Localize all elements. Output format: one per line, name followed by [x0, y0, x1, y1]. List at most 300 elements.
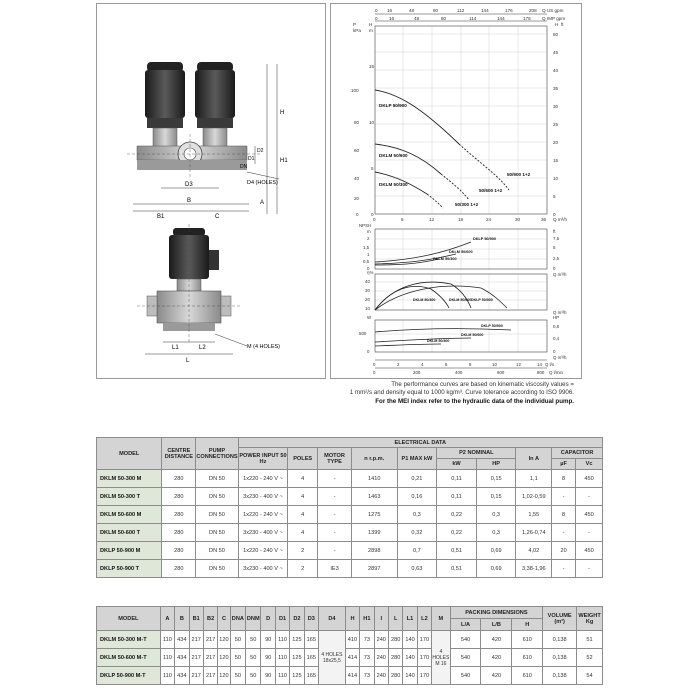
- m-tick-10: 10: [369, 120, 375, 125]
- npsh-tick-0: 0: [367, 266, 370, 271]
- col-dim-b2: B2: [203, 607, 217, 631]
- eff-tick-40: 40: [365, 279, 370, 284]
- dim-l2: L2: [199, 345, 206, 351]
- table-cell: 540: [450, 649, 481, 667]
- x-tick-6: 6: [401, 217, 404, 222]
- ls-tick-10: 10: [492, 362, 497, 367]
- table-cell: 73: [360, 649, 374, 667]
- dim-h1: H1: [280, 158, 288, 164]
- ft-unit: ft: [561, 22, 564, 27]
- eff-label-600: DKLM 50/600: [449, 298, 472, 302]
- model-cell: DKLM 50-600 T: [97, 524, 162, 542]
- imp-tick-2: 48: [414, 16, 420, 21]
- npsh-ft-unit: ft: [553, 229, 556, 234]
- table-cell: 217: [203, 667, 217, 685]
- electrical-row: [97, 542, 603, 560]
- col-pack-lb: L/B: [481, 619, 512, 631]
- col-dim-d2: D2: [290, 607, 304, 631]
- ft-tick-40: 40: [553, 68, 559, 73]
- table-cell: 410: [345, 631, 359, 649]
- table-cell: 90: [261, 631, 275, 649]
- col-cap-vc: Vc: [576, 459, 603, 470]
- col-dim-d3: D3: [304, 607, 318, 631]
- table-cell: 414: [345, 649, 359, 667]
- ls-tick-6: 6: [445, 362, 448, 367]
- table-cell: 0,69: [476, 542, 516, 560]
- table-cell: 0,3: [476, 506, 516, 524]
- npsh-label-600: DKLM 50/600: [449, 250, 473, 254]
- m-tick-0: 0: [371, 212, 374, 217]
- table-cell: 434: [175, 667, 189, 685]
- npsh-ft-75: 7,5: [553, 236, 560, 241]
- imp-tick-6: 176: [523, 16, 531, 21]
- table-cell: -: [576, 560, 603, 578]
- npsh-ft-5: 5: [553, 245, 556, 250]
- ft-tick-5: 5: [553, 194, 556, 199]
- table-cell: 50: [246, 667, 261, 685]
- eff-tick-20: 20: [365, 297, 370, 302]
- gpm-tick-2: 48: [409, 8, 415, 13]
- curve-label-dklm-300: DKLM 50/300: [379, 182, 408, 187]
- table-cell: 280: [388, 631, 402, 649]
- gpm-tick-7: 208: [529, 8, 537, 13]
- ft-tick-0: 0: [553, 212, 556, 217]
- ls-tick-2: 2: [397, 362, 400, 367]
- table-cell: 120: [218, 667, 230, 685]
- table-cell: 0,7: [397, 542, 437, 560]
- table-cell: 1x220 - 240 V ~: [238, 470, 288, 488]
- d4-holes-cell: 4 HOLES 18x25,5: [319, 631, 346, 685]
- imp-tick-1: 16: [389, 16, 395, 21]
- table-cell: 52: [577, 649, 603, 667]
- table-cell: 1463: [351, 488, 397, 506]
- table-cell: 50: [246, 649, 261, 667]
- table-cell: 140: [403, 631, 417, 649]
- h-unit: H: [369, 22, 373, 27]
- table-cell: 2: [288, 542, 318, 560]
- gpm-tick-5: 144: [481, 8, 489, 13]
- table-cell: 8: [552, 470, 576, 488]
- table-cell: 4,02: [516, 542, 552, 560]
- h-unit-right: H: [555, 22, 559, 27]
- table-cell: 125: [290, 649, 304, 667]
- holes-m-label: M (4 HOLES): [247, 344, 281, 350]
- model-cell: DKLM 50-600 M: [97, 506, 162, 524]
- curve-label-dklp-900: DKLP 50/900: [379, 103, 407, 108]
- dim-d1: D1: [248, 156, 255, 162]
- table-cell: 0,21: [397, 470, 437, 488]
- model-cell: DKLP 50-900 M: [97, 542, 162, 560]
- table-cell: 0,63: [397, 560, 437, 578]
- ls-axis-label: Q l/s: [545, 362, 555, 367]
- twin-motor-left: [145, 62, 185, 148]
- ls-tick-0: 0: [373, 362, 376, 367]
- ls-tick-14: 14: [537, 362, 542, 367]
- col-centre-distance: CENTRE DISTANCE: [162, 438, 196, 470]
- p-unit: P: [353, 22, 357, 27]
- table-cell: 50: [230, 631, 245, 649]
- dim-dn: DN: [240, 164, 248, 170]
- pow-hp-04: 0,4: [553, 336, 560, 341]
- gpm-tick-4: 112: [457, 8, 465, 13]
- table-cell: 73: [360, 667, 374, 685]
- table-cell: 0,138: [543, 631, 577, 649]
- table-cell: 4: [288, 488, 318, 506]
- npsh-unit: NPSH: [359, 223, 372, 228]
- table-cell: 450: [576, 542, 603, 560]
- ft-tick-35: 35: [553, 86, 559, 91]
- col-dim-l2: L2: [417, 607, 431, 631]
- table-cell: 90: [261, 649, 275, 667]
- x-tick-36: 36: [541, 217, 547, 222]
- table-cell: IE3: [318, 560, 352, 578]
- pow-tick-500: 500: [359, 331, 367, 336]
- table-cell: DN 50: [196, 470, 238, 488]
- table-cell: 165: [304, 667, 318, 685]
- electrical-data-table: [96, 437, 603, 578]
- table-cell: 420: [481, 631, 512, 649]
- table-cell: 140: [403, 649, 417, 667]
- npsh-tick-1: 1: [367, 252, 370, 257]
- table-cell: 20: [552, 542, 576, 560]
- col-dim-i: I: [374, 607, 388, 631]
- table-cell: DN 50: [196, 506, 238, 524]
- curve-label-300-12: 50/300 1+2: [455, 202, 479, 207]
- table-cell: 2: [288, 560, 318, 578]
- ft-tick-15: 15: [553, 158, 559, 163]
- table-cell: 110: [160, 649, 174, 667]
- table-cell: 0,32: [397, 524, 437, 542]
- table-cell: 110: [160, 631, 174, 649]
- dim-b1: B1: [157, 214, 165, 220]
- col-cap-uf: µF: [552, 459, 576, 470]
- table-cell: 240: [374, 649, 388, 667]
- col-dim-b1: B1: [189, 607, 203, 631]
- table-cell: 0,69: [476, 560, 516, 578]
- table-cell: DN 50: [196, 524, 238, 542]
- dim-d3: D3: [185, 182, 193, 188]
- table-cell: 610: [512, 667, 543, 685]
- kpa-tick-40: 40: [354, 176, 360, 181]
- dimensions-header-row: [97, 607, 603, 619]
- model-cell: DKLM 50-300 M: [97, 470, 162, 488]
- imp-tick-3: 80: [441, 16, 447, 21]
- pow-x-label: Q m³/h: [553, 355, 567, 360]
- table-cell: DN 50: [196, 542, 238, 560]
- lmin-axis-label: Q l/min: [549, 370, 563, 375]
- table-cell: 1,1: [516, 470, 552, 488]
- table-cell: DN 50: [196, 560, 238, 578]
- gpm-tick-3: 80: [433, 8, 439, 13]
- x-axis-label: Q m³/h: [553, 217, 568, 222]
- col-model: MODEL: [97, 438, 162, 470]
- table-cell: 540: [450, 667, 481, 685]
- gpm-axis-label: Q US gpm: [542, 8, 564, 13]
- lmin-tick-0: 0: [373, 370, 376, 375]
- lmin-tick-800: 800: [537, 370, 545, 375]
- col-dim-a: A: [160, 607, 174, 631]
- performance-chart-panel: [330, 3, 582, 379]
- imp-tick-0: 0: [375, 16, 378, 21]
- x-tick-18: 18: [458, 217, 464, 222]
- table-cell: 170: [417, 631, 431, 649]
- table-cell: 0,3: [476, 524, 516, 542]
- m-holes-cell: 4 HOLES M 16: [432, 631, 451, 685]
- table-cell: -: [552, 560, 576, 578]
- dim-a: A: [260, 200, 265, 206]
- table-cell: 0,15: [476, 470, 516, 488]
- table-cell: 3x230 - 400 V ~: [238, 488, 288, 506]
- table-cell: 125: [290, 631, 304, 649]
- pow-hp-unit: HP: [553, 315, 560, 320]
- technical-drawing-panel: [96, 3, 326, 379]
- ls-tick-4: 4: [421, 362, 424, 367]
- pow-hp-0: 0: [553, 349, 556, 354]
- ls-tick-8: 8: [469, 362, 472, 367]
- col-poles: POLES: [288, 448, 318, 470]
- curve-dklm-50-600: [375, 144, 441, 174]
- table-cell: 280: [162, 488, 196, 506]
- col-pump-connections: PUMP CONNECTIONS: [196, 438, 238, 470]
- dim-c: C: [215, 214, 220, 220]
- imp-tick-5: 144: [497, 16, 505, 21]
- performance-chart: [331, 4, 581, 378]
- curve-label-900-12: 50/900 1+2: [507, 172, 531, 177]
- col-weight: WEIGHT Kg: [577, 607, 603, 631]
- col-model: MODEL: [97, 607, 161, 631]
- table-cell: 3x230 - 400 V ~: [238, 524, 288, 542]
- curve-label-600-12: 50/600 1+2: [479, 188, 503, 193]
- table-cell: 4: [288, 506, 318, 524]
- table-cell: 50: [230, 667, 245, 685]
- dimensions-row: [97, 631, 603, 649]
- table-cell: 280: [162, 524, 196, 542]
- eff-unit: η%: [367, 270, 374, 275]
- gpm-tick-6: 176: [505, 8, 513, 13]
- table-cell: 110: [275, 631, 289, 649]
- table-cell: 217: [203, 649, 217, 667]
- table-cell: 217: [189, 667, 203, 685]
- npsh-tick-15: 1,5: [363, 245, 370, 250]
- gpm-tick-0: 0: [375, 8, 378, 13]
- table-cell: 165: [304, 649, 318, 667]
- table-cell: 8: [552, 506, 576, 524]
- x-tick-0: 0: [373, 217, 376, 222]
- eff-label-300: DKLM 50/300: [413, 298, 436, 302]
- table-cell: 0,11: [437, 488, 477, 506]
- table-cell: 2897: [351, 560, 397, 578]
- col-power-input: POWER INPUT 50 Hz: [238, 448, 288, 470]
- efficiency-panel: [365, 270, 567, 315]
- electrical-row: [97, 506, 603, 524]
- mei-note: For the MEI index refer to the hydraulic data of the individual pump.: [375, 398, 574, 405]
- table-cell: -: [576, 488, 603, 506]
- col-dim-l: L: [388, 607, 402, 631]
- npsh-x-label: Q m³/h: [553, 272, 567, 277]
- table-cell: 73: [360, 631, 374, 649]
- table-cell: 0,15: [476, 488, 516, 506]
- twin-motor-right: [195, 62, 235, 148]
- pow-label-600: DKLM 50/600: [461, 333, 484, 337]
- table-cell: 610: [512, 649, 543, 667]
- col-packing-dimensions: PACKING DIMENSIONS: [450, 607, 543, 619]
- table-cell: 1410: [351, 470, 397, 488]
- m-tick-15: 15: [369, 64, 375, 69]
- table-cell: -: [552, 488, 576, 506]
- dimensions-row: [97, 649, 603, 667]
- col-dim-d1: D1: [275, 607, 289, 631]
- pow-tick-0: 0: [367, 349, 370, 354]
- table-cell: 1,26-0,74: [516, 524, 552, 542]
- npsh-tick-2: 2: [367, 236, 370, 241]
- table-cell: 414: [345, 667, 359, 685]
- pump-drawing: [97, 4, 325, 378]
- table-cell: 420: [481, 667, 512, 685]
- table-cell: 240: [374, 631, 388, 649]
- gpm-tick-1: 16: [387, 8, 393, 13]
- table-cell: 125: [290, 667, 304, 685]
- table-cell: -: [552, 524, 576, 542]
- dim-d2: D2: [257, 148, 264, 154]
- dimensions-table-body: [97, 631, 603, 685]
- table-cell: 217: [189, 631, 203, 649]
- pow-hp-08: 0,8: [553, 324, 560, 329]
- table-cell: 434: [175, 649, 189, 667]
- table-cell: 50: [230, 649, 245, 667]
- table-cell: 217: [203, 631, 217, 649]
- table-cell: 217: [189, 649, 203, 667]
- model-cell: DKLM 50-300 T: [97, 488, 162, 506]
- col-dim-h: H: [345, 607, 359, 631]
- eff-label-900: DKLP 50/900: [471, 298, 493, 302]
- x-tick-24: 24: [486, 217, 492, 222]
- col-dim-d4: D4: [319, 607, 346, 631]
- col-dim-dnm: DNM: [246, 607, 261, 631]
- table-cell: 0,51: [437, 560, 477, 578]
- table-cell: 0,138: [543, 649, 577, 667]
- table-cell: 90: [261, 667, 275, 685]
- ft-tick-50: 50: [553, 32, 559, 37]
- pow-label-300: DKLM 50/300: [427, 339, 450, 343]
- ft-tick-30: 30: [553, 104, 559, 109]
- curve-note-line-2: 1 mm²/s and density equal to 1000 kg/m³. Curve tolerance according to ISO 9906.: [349, 389, 574, 396]
- npsh-label-900: DKLP 50/900: [473, 237, 496, 241]
- table-cell: 2898: [351, 542, 397, 560]
- electrical-table-body: [97, 470, 603, 578]
- table-cell: 120: [218, 631, 230, 649]
- imp-tick-4: 114: [469, 16, 477, 21]
- electrical-row: [97, 560, 603, 578]
- col-rpm: n r.p.m.: [351, 448, 397, 470]
- model-cell: DKLM 50-300 M-T: [97, 631, 161, 649]
- eff-x-label: Q m³/h: [553, 310, 567, 315]
- lmin-tick-400: 400: [455, 370, 463, 375]
- col-p1-max: P1 MAX kW: [397, 448, 437, 470]
- curve-dklp-50-900: [375, 90, 459, 144]
- table-cell: 280: [162, 560, 196, 578]
- table-cell: 3,38-1,96: [516, 560, 552, 578]
- model-cell: DKLP 50-900 T: [97, 560, 162, 578]
- pow-w-unit: W: [367, 315, 372, 320]
- table-cell: 170: [417, 667, 431, 685]
- table-cell: 280: [162, 506, 196, 524]
- table-cell: 0,51: [437, 542, 477, 560]
- col-dim-dna: DNA: [230, 607, 245, 631]
- ft-tick-20: 20: [553, 140, 559, 145]
- ft-tick-45: 45: [553, 50, 559, 55]
- eff-tick-10: 10: [365, 306, 370, 311]
- table-cell: -: [318, 542, 352, 560]
- npsh-ft-0: 0: [553, 266, 556, 271]
- kpa-tick-0: 0: [356, 212, 359, 217]
- ft-tick-25: 25: [553, 122, 559, 127]
- power-panel: [359, 315, 567, 360]
- npsh-tick-05: 0,5: [363, 259, 370, 264]
- table-cell: -: [318, 524, 352, 542]
- table-cell: 110: [275, 667, 289, 685]
- col-electrical-data: ELECTRICAL DATA: [238, 438, 602, 448]
- col-pack-la: L/A: [450, 619, 481, 631]
- curve-note-line-1: The performance curves are based on kinematic viscosity values =: [391, 381, 574, 388]
- dimensions-table: [96, 606, 603, 685]
- side-view-motor: [169, 228, 219, 291]
- m-tick-5: 5: [371, 166, 374, 171]
- npsh-m-unit: m: [367, 229, 371, 234]
- col-dim-c: C: [218, 607, 230, 631]
- bottom-axes: [373, 360, 563, 375]
- table-cell: 170: [417, 649, 431, 667]
- table-cell: 0,16: [397, 488, 437, 506]
- col-p2-nominal: P2 NOMINAL: [437, 448, 516, 459]
- npsh-panel: [359, 223, 567, 277]
- table-cell: 1x220 - 240 V ~: [238, 542, 288, 560]
- electrical-row: [97, 470, 603, 488]
- table-cell: 434: [175, 631, 189, 649]
- electrical-row: [97, 524, 603, 542]
- table-cell: -: [318, 470, 352, 488]
- table-cell: 450: [576, 506, 603, 524]
- table-cell: 110: [275, 649, 289, 667]
- dim-h: H: [280, 110, 285, 116]
- x-tick-30: 30: [515, 217, 521, 222]
- table-cell: 280: [388, 667, 402, 685]
- holes-d4-label: D4 (HOLES): [247, 180, 278, 186]
- table-cell: 420: [481, 649, 512, 667]
- col-p2-hp: HP: [476, 459, 516, 470]
- table-cell: DN 50: [196, 488, 238, 506]
- table-cell: 450: [576, 470, 603, 488]
- table-cell: 110: [160, 667, 174, 685]
- table-cell: 1399: [351, 524, 397, 542]
- table-cell: 165: [304, 631, 318, 649]
- dim-b: B: [187, 198, 192, 204]
- curve-label-dklm-600: DKLM 50/600: [379, 153, 408, 158]
- table-cell: 1x220 - 240 V ~: [238, 506, 288, 524]
- col-in: In A: [516, 448, 552, 470]
- kpa-tick-60: 60: [354, 148, 360, 153]
- table-cell: 610: [512, 631, 543, 649]
- table-cell: 0,11: [437, 470, 477, 488]
- table-cell: 0,138: [543, 667, 577, 685]
- ls-tick-12: 12: [516, 362, 521, 367]
- table-cell: 50: [246, 631, 261, 649]
- table-cell: 240: [374, 667, 388, 685]
- table-cell: 0,22: [437, 506, 477, 524]
- table-cell: 3x230 - 400 V ~: [238, 560, 288, 578]
- eff-tick-30: 30: [365, 288, 370, 293]
- dim-l1: L1: [172, 345, 179, 351]
- lmin-tick-600: 600: [497, 370, 505, 375]
